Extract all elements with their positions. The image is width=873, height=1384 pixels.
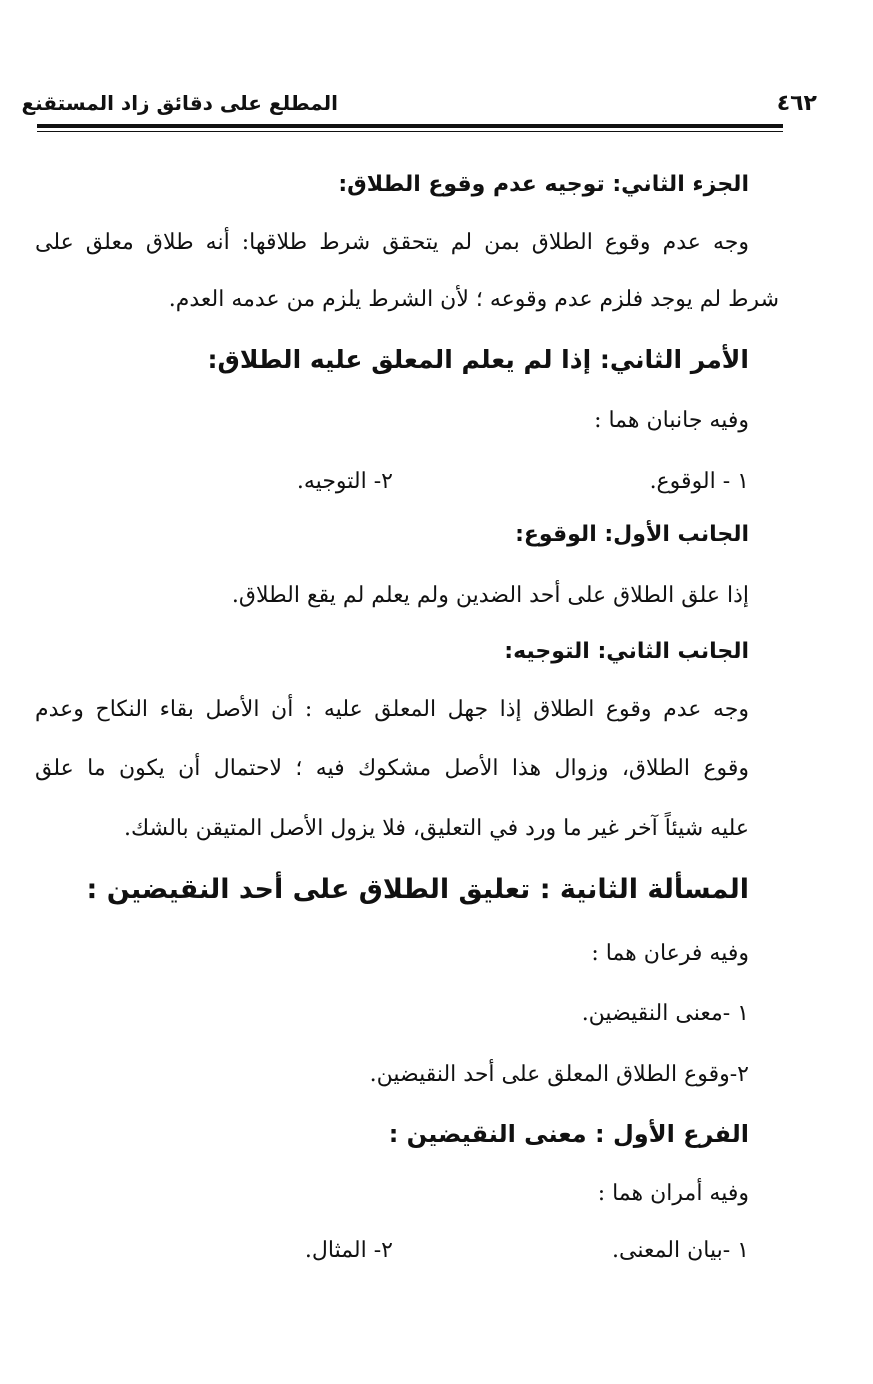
list-item: ٢-وقوع الطلاق المعلق على أحد النقيضين. xyxy=(369,1062,749,1087)
section-heading: الجانب الأول: الوقوع: xyxy=(515,522,749,547)
paragraph-line: وفيه فرعان هما : xyxy=(591,941,749,966)
header-rule-thin xyxy=(37,131,783,132)
paragraph-line: عليه شيئاً آخر غير ما ورد في التعليق، فلا يزول الأصل المتيقن بالشك. xyxy=(123,816,749,841)
paragraph-line: وجه عدم وقوع الطلاق إذا جهل المعلق عليه : أن الأصل بقاء النكاح وعدم xyxy=(35,697,749,722)
section-heading: الجانب الثاني: التوجيه: xyxy=(504,639,749,664)
running-header-title: المطلع على دقائق زاد المستقنع xyxy=(21,91,338,115)
list-item: ١ -معنى النقيضين. xyxy=(581,1001,749,1026)
list-item: ٢- التوجيه. xyxy=(296,469,393,494)
paragraph-line: وفيه أمران هما : xyxy=(597,1181,749,1206)
section-heading: الفرع الأول : معنى النقيضين : xyxy=(388,1120,749,1148)
section-heading: المسألة الثانية : تعليق الطلاق على أحد النقيضين : xyxy=(86,874,749,905)
paragraph-line: وقوع الطلاق، وزوال هذا الأصل مشكوك فيه ؛ لاحتمال أن يكون ما علق xyxy=(35,756,749,781)
page-number: ٤٦٢ xyxy=(776,91,817,116)
section-heading: الأمر الثاني: إذا لم يعلم المعلق عليه الطلاق: xyxy=(207,345,749,374)
paragraph-line: إذا علق الطلاق على أحد الضدين ولم يعلم لم يقع الطلاق. xyxy=(231,583,749,608)
paragraph-line: وجه عدم وقوع الطلاق بمن لم يتحقق شرط طلاقها: أنه طلاق معلق على xyxy=(35,230,749,255)
list-item: ١ - الوقوع. xyxy=(649,469,749,494)
paragraph-line: وفيه جانبان هما : xyxy=(594,408,749,433)
paragraph-line: شرط لم يوجد فلزم عدم وقوعه ؛ لأن الشرط يلزم من عدمه العدم. xyxy=(168,287,779,312)
section-heading: الجزء الثاني: توجيه عدم وقوع الطلاق: xyxy=(338,172,749,197)
list-item: ١ -بيان المعنى. xyxy=(612,1238,749,1263)
list-item: ٢- المثال. xyxy=(304,1238,393,1263)
header-rule-thick xyxy=(37,124,783,128)
